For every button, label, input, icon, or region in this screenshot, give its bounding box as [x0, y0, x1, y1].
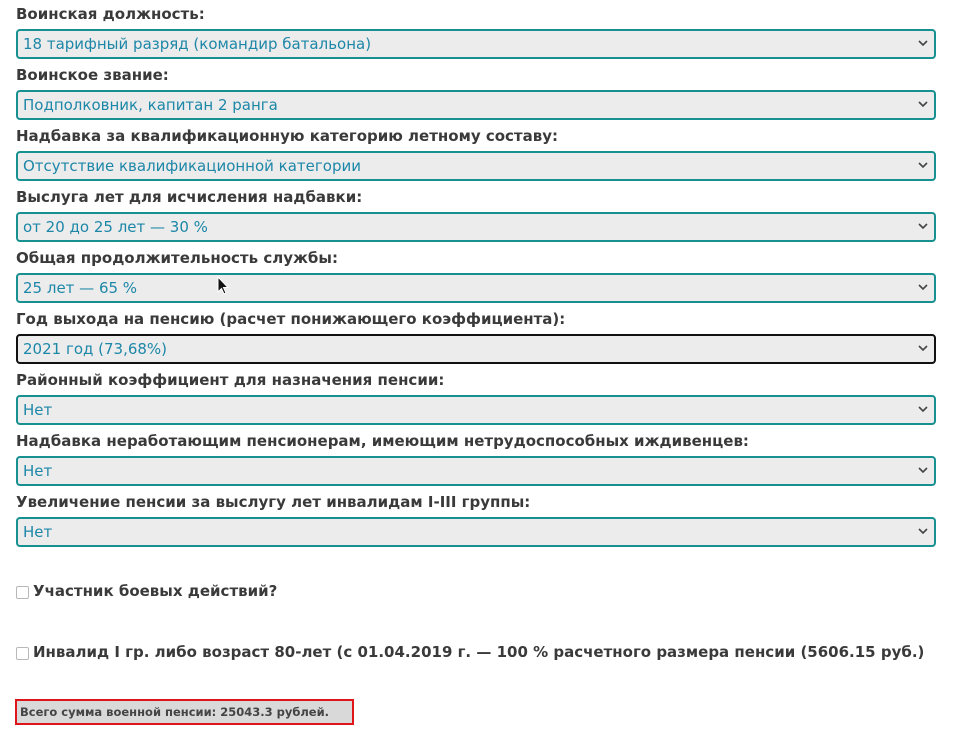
field-label: Надбавка за квалификационную категорию летному составу:	[16, 127, 559, 145]
field-label: Воинское звание:	[16, 66, 169, 84]
field-qualification-bonus	[16, 122, 936, 183]
select-value: Нет	[23, 523, 53, 541]
military-rank-select[interactable]	[16, 90, 936, 120]
pension-calculator-form	[16, 0, 936, 549]
dependents-bonus-select[interactable]	[16, 456, 936, 486]
select-value: 25 лет — 65 %	[23, 279, 138, 297]
chevron-down-icon	[918, 284, 928, 291]
chevron-down-icon	[918, 467, 928, 474]
field-regional-coefficient	[16, 366, 936, 427]
select-value: 2021 год (73,68%)	[23, 340, 168, 358]
field-disability-increase	[16, 488, 936, 549]
chevron-down-icon	[918, 40, 928, 47]
field-total-service	[16, 244, 936, 305]
total-service-select[interactable]	[16, 273, 936, 303]
total-pension-result	[15, 699, 354, 725]
select-value: Подполковник, капитан 2 ранга	[23, 96, 278, 114]
field-dependents-bonus	[16, 427, 936, 488]
field-label: Воинская должность:	[16, 5, 205, 23]
disability-increase-select[interactable]	[16, 517, 936, 547]
field-label: Общая продолжительность службы:	[16, 249, 338, 267]
combat-participant-checkbox[interactable]	[16, 586, 29, 599]
disabled-or-80-label: Инвалид I гр. либо возраст 80-лет (с 01.04.2019 г. — 100 % расчетного размера пенсии (5606.15 руб.)	[33, 643, 925, 661]
field-retirement-year	[16, 305, 936, 366]
service-years-bonus-select[interactable]	[16, 212, 936, 242]
select-value: от 20 до 25 лет — 30 %	[23, 218, 208, 236]
chevron-down-icon	[918, 162, 928, 169]
field-label: Год выхода на пенсию (расчет понижающего коэффициента):	[16, 310, 566, 328]
field-service-years-bonus	[16, 183, 936, 244]
chevron-down-icon	[918, 406, 928, 413]
field-military-position	[16, 0, 936, 61]
select-value: 18 тарифный разряд (командир батальона)	[23, 35, 372, 53]
combat-participant-label: Участник боевых действий?	[33, 582, 278, 600]
mouse-cursor-icon	[217, 276, 229, 296]
field-military-rank	[16, 61, 936, 122]
qualification-bonus-select[interactable]	[16, 151, 936, 181]
select-value: Отсутствие квалификационной категории	[23, 157, 361, 175]
field-label: Надбавка неработающим пенсионерам, имеющим нетрудоспособных иждивенцев:	[16, 432, 749, 450]
regional-coefficient-select[interactable]	[16, 395, 936, 425]
select-value: Нет	[23, 401, 53, 419]
military-position-select[interactable]	[16, 29, 936, 59]
chevron-down-icon	[918, 345, 928, 352]
chevron-down-icon	[918, 101, 928, 108]
chevron-down-icon	[918, 528, 928, 535]
field-label: Выслуга лет для исчисления надбавки:	[16, 188, 363, 206]
disabled-or-80-checkbox[interactable]	[16, 647, 29, 660]
retirement-year-select[interactable]	[16, 334, 936, 364]
total-pension-text: Всего сумма военной пенсии: 25043.3 рублей.	[20, 705, 330, 719]
field-label: Районный коэффициент для назначения пенсии:	[16, 371, 445, 389]
field-label: Увеличение пенсии за выслугу лет инвалидам I-III группы:	[16, 493, 531, 511]
select-value: Нет	[23, 462, 53, 480]
chevron-down-icon	[918, 223, 928, 230]
